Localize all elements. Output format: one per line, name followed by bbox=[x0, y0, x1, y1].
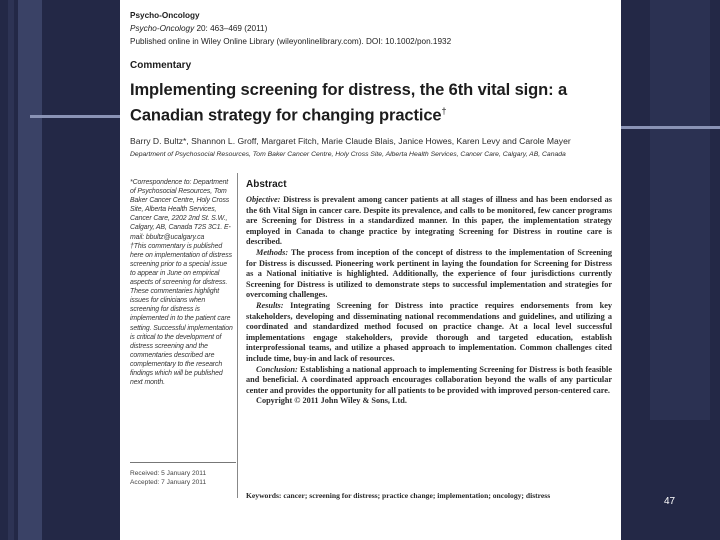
results-text: Integrating Screening for Distress into practice requires endorsements from key stakeholders, developing and disseminating national recommendations and guidelines, and utilizing a coordinated and standardized method focused on practice change. At a local level successful implementations engage stakeholders, provide thorough and targeted education, establish interprofessional teams, and utilize a phased approach to implementation. Common challenges cited include time, buy-in and lack of resources. bbox=[246, 300, 612, 363]
dates-box bbox=[130, 462, 236, 504]
paper-page bbox=[120, 0, 621, 540]
abstract-methods bbox=[246, 248, 612, 301]
abstract-results bbox=[246, 301, 612, 365]
correspondence-note: *Correspondence to: Department of Psychosocial Resources, Tom Baker Cancer Centre, Holy Cross Site, Alberta Health Services, Cancer Care, 2202 2nd St. S.W., Calgary, AB, Canada T2S 3C1. E-mail: bbultz@ucalgary.ca bbox=[130, 179, 231, 241]
conclusion-text: Establishing a national approach to implementing Screening for Distress is both feasible and beneficial. A coordinated approach encourages collaboration beyond the walls of any particular center and provides the opportunity for all patients to be provided with improved person-centered care. bbox=[246, 364, 612, 395]
paper-title bbox=[130, 80, 610, 127]
citation-journal: Psycho-Oncology bbox=[130, 24, 195, 33]
abstract-heading: Abstract bbox=[246, 179, 287, 190]
objective-label: Objective: bbox=[246, 195, 281, 204]
keywords: Keywords: cancer; screening for distress; practice change; implementation; oncology; distress bbox=[246, 491, 551, 500]
paper-title-text: Implementing screening for distress, the 6th vital sign: a Canadian strategy for changing practice bbox=[130, 81, 568, 125]
affiliation: Department of Psychosocial Resources, Tom Baker Cancer Centre, Holy Cross Site, Alberta Health Services, Cancer Care, Calgary, AB, Canada bbox=[130, 151, 566, 158]
methods-text: The process from inception of the concept of distress to the implementation of Screening for Distress is discussed. Pioneering work pertinent in laying the foundation for Screening for Distress as a National initiative is highlighted. Additionally, the experience of four jurisdictions currently Screening for Distress is utilized to demonstrate steps to successful implementation and strategies for overcoming challenges. bbox=[246, 247, 612, 300]
citation-details: 20: 463–469 (2011) bbox=[194, 24, 268, 33]
abstract-conclusion bbox=[246, 365, 612, 397]
received-date: Received: 5 January 2011 bbox=[130, 470, 207, 477]
slide-number: 47 bbox=[664, 496, 676, 507]
objective-text: Distress is prevalent among cancer patients at all stages of illness and has been endorsed as the 6th Vital Sign in cancer care. Despite its prevalence, and calls to be monitored, few cancer programs are Screening for Distress in a standardized manner. In this paper, the implementation strategy employed in Canada to change practice by integrating Screening for Distress in routine care is described. bbox=[246, 195, 612, 247]
conclusion-label: Conclusion: bbox=[256, 364, 298, 374]
slide-decoration-strip bbox=[8, 0, 14, 540]
abstract-body bbox=[246, 195, 612, 407]
section-label: Commentary bbox=[130, 60, 192, 71]
publication-info: Published online in Wiley Online Library (wileyonlinelibrary.com). DOI: 10.1002/pon.1932 bbox=[130, 37, 452, 46]
results-label: Results: bbox=[256, 300, 284, 310]
accepted-date: Accepted: 7 January 2011 bbox=[130, 479, 207, 486]
slide-decoration-line bbox=[30, 115, 120, 118]
methods-label: Methods: bbox=[256, 247, 289, 257]
journal-name: Psycho-Oncology bbox=[130, 11, 200, 20]
column-divider bbox=[237, 173, 238, 498]
slide-decoration-strip bbox=[18, 0, 42, 540]
citation bbox=[130, 24, 267, 34]
commentary-footnote: †This commentary is published here on implementation of distress screening prior to a special issue to appear in June on empirical aspects of screening for distress. These commentaries highlight issues for clinicians when screening for distress is implemented in to the patient care setting. Successful implementation is critical to the development of distress screening and the commentaries described are complementary to the research findings which will be published next month. bbox=[130, 242, 233, 387]
authors: Barry D. Bultz*, Shannon L. Groff, Margaret Fitch, Marie Claude Blais, Janice Howes, Karen Levy and Carole Mayer bbox=[130, 136, 571, 146]
slide-decoration-line bbox=[621, 126, 720, 129]
title-footnote-mark: † bbox=[441, 106, 447, 116]
sidebar-notes bbox=[130, 178, 234, 387]
slide-decoration-panel bbox=[650, 0, 710, 420]
abstract-objective bbox=[246, 195, 612, 248]
abstract-copyright: Copyright © 2011 John Wiley & Sons, Ltd. bbox=[256, 396, 407, 406]
